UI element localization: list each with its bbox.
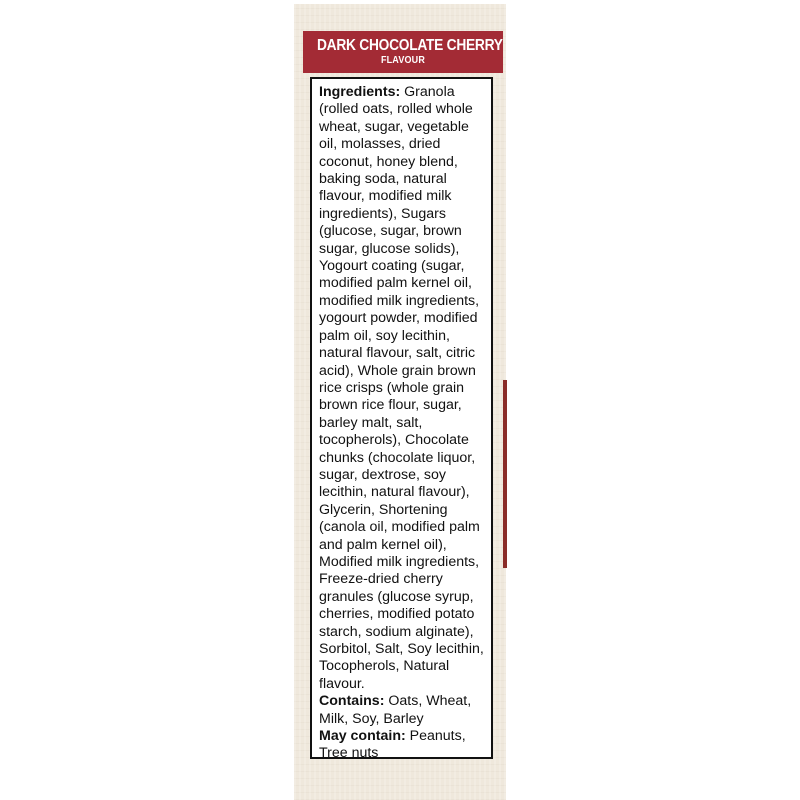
flavour-banner	[303, 31, 503, 73]
package-edge-strip	[503, 380, 507, 568]
may-contain-label: May contain:	[319, 728, 406, 745]
contains-paragraph	[319, 693, 489, 728]
ingredients-label: Ingredients:	[319, 84, 401, 100]
flavour-subtitle: FLAVOUR	[380, 55, 426, 66]
contains-label: Contains:	[319, 693, 385, 710]
may-contain-text: Peanuts, Tree nuts	[319, 728, 466, 762]
ingredients-box	[310, 77, 493, 762]
flavour-title: DARK CHOCOLATE CHERRY	[317, 37, 503, 54]
ingredients-paragraph	[319, 84, 489, 693]
ingredients-text: Granola (rolled oats, rolled whole wheat, sugar, vegetable oil, molasses, dried coconut, honey blend, baking soda, natural flavour, modified milk ingredients), Sugars (glucose, sugar, brown sugar, glucose solids), Yogourt coating (sugar, modified palm kernel oil, modified milk ingredients, yogourt powder, modified palm oil, soy lecithin, natural flavour, salt, citric acid), Whole grain brown rice crisps (whole grain brown rice flour, sugar, barley malt, salt, tocopherols), Chocolate chunks (chocolate liquor, sugar, dextrose, soy lecithin, natural flavour), Glycerin, Shortening (canola oil, modified palm and palm kernel oil), Modified milk ingredients, Freeze-dried cherry granules (glucose syrup, cherries, modified potato starch, sodium alginate), Sorbitol, Salt, Soy lecithin, Tocopherols, Natural flavour.	[319, 84, 484, 692]
may-contain-paragraph	[319, 728, 489, 763]
contains-text: Oats, Wheat, Milk, Soy, Barley	[319, 693, 472, 727]
